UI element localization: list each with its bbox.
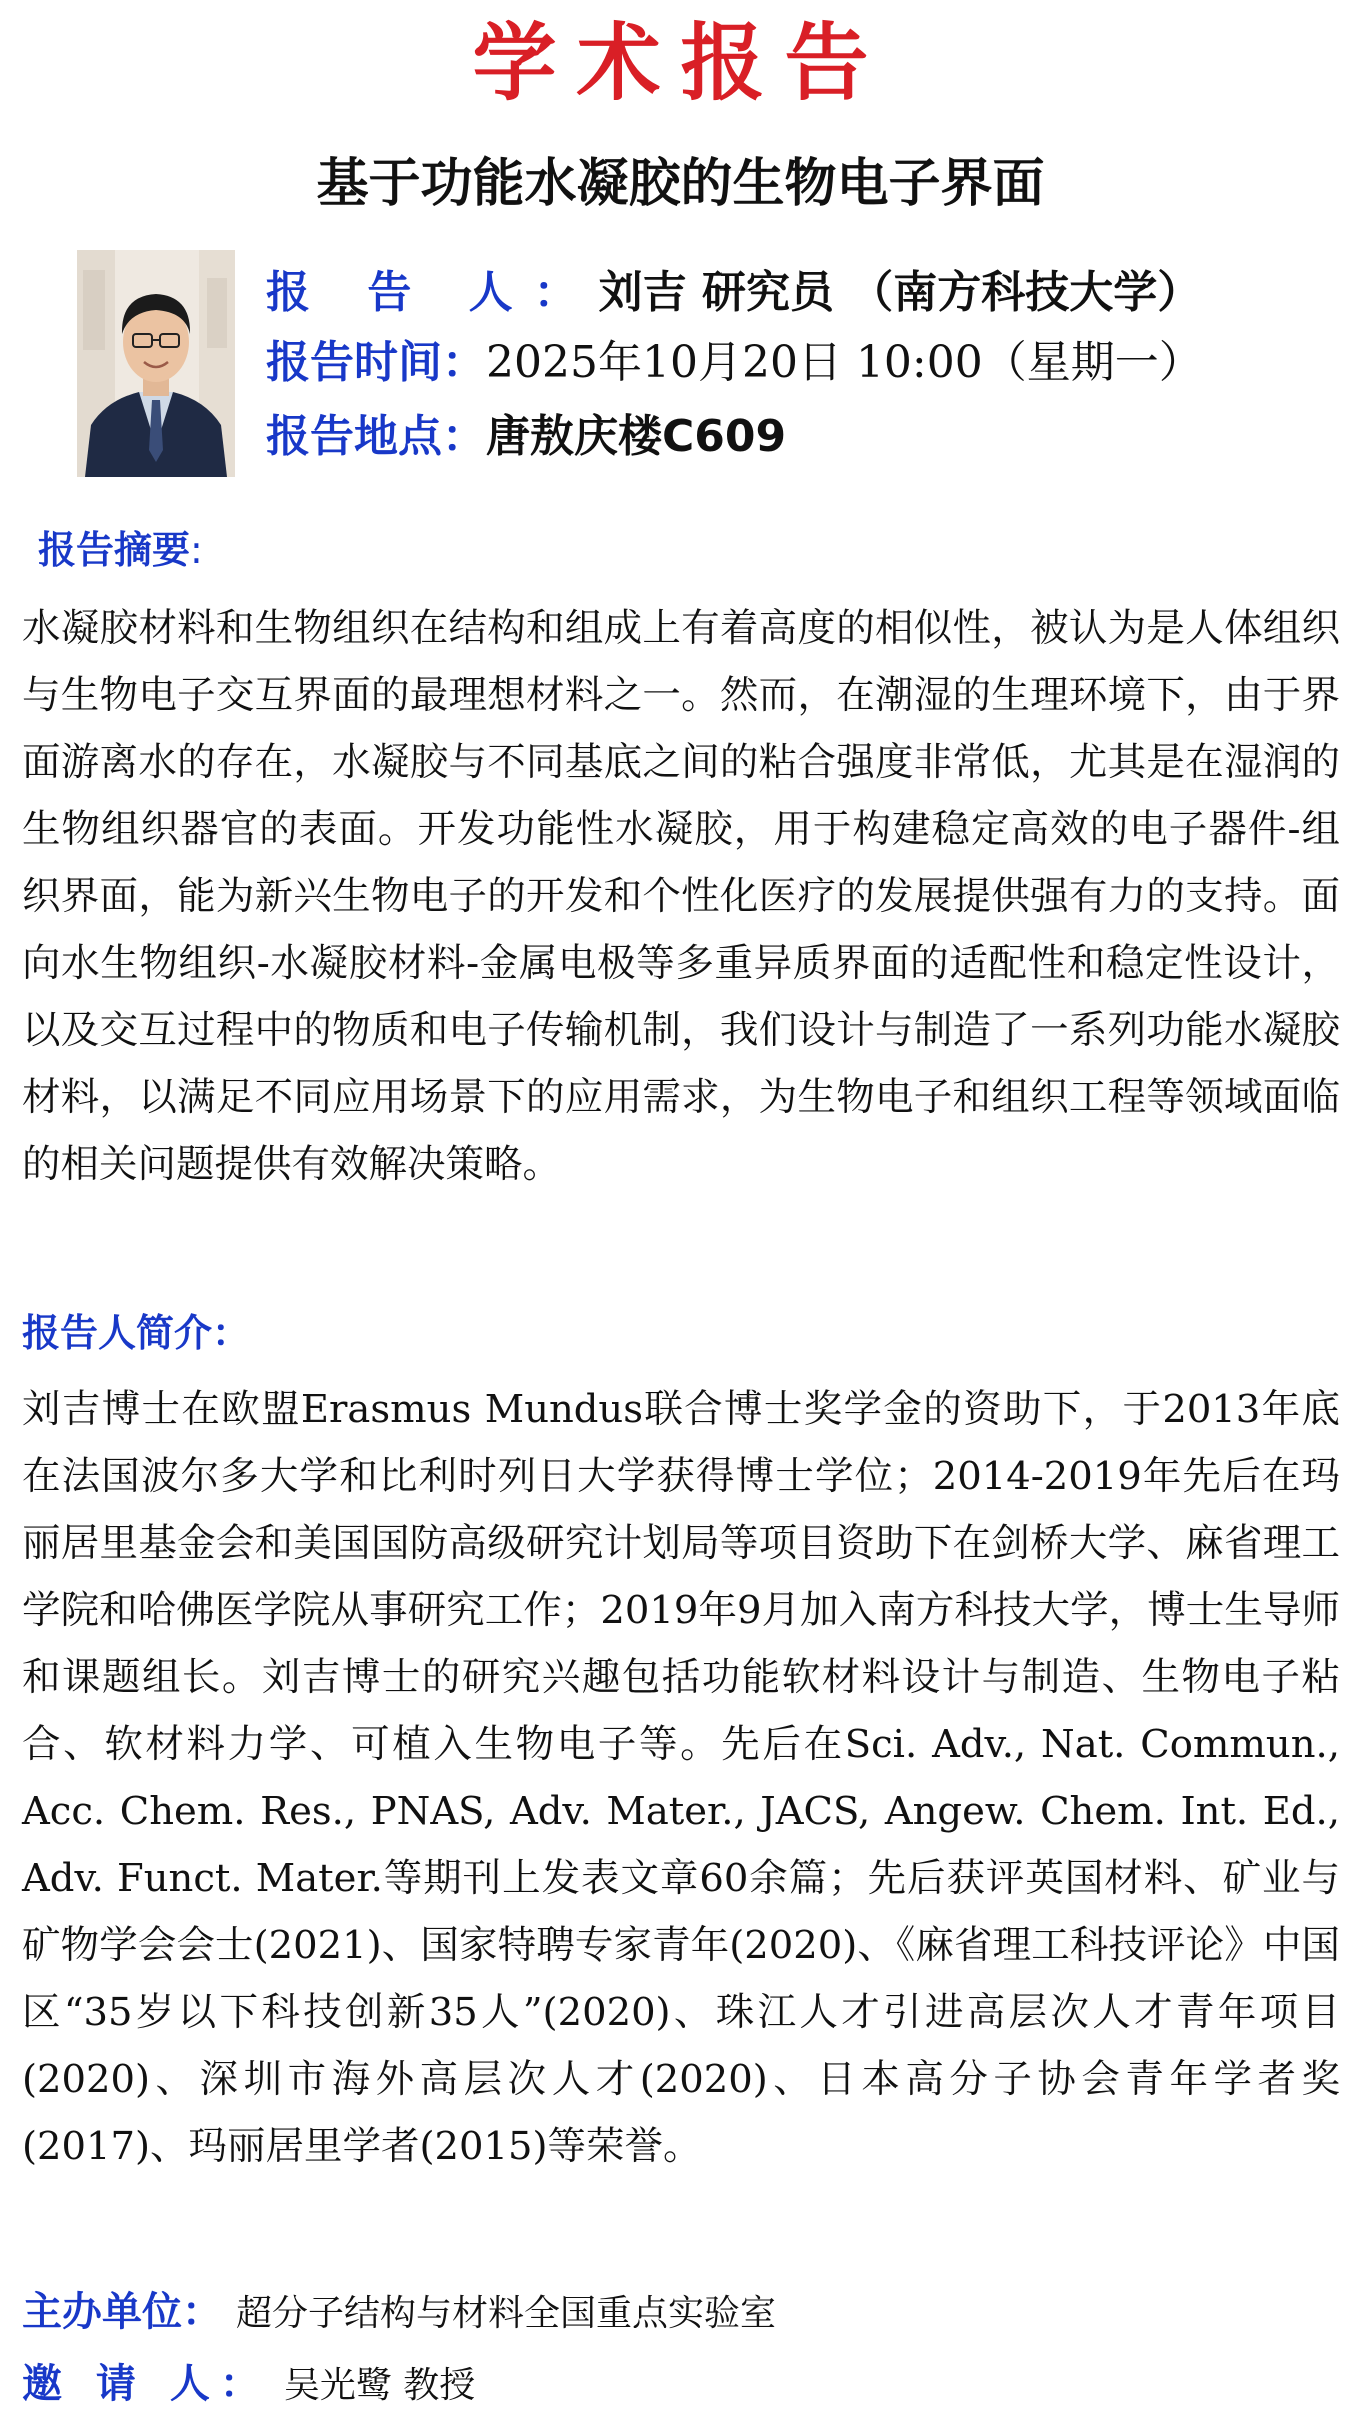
location-value: 唐敖庆楼C609	[486, 411, 787, 462]
bio-text: 刘吉博士在欧盟Erasmus Mundus联合博士奖学金的资助下，于2013年底在法国波尔多大学和比利时列日大学获得博士学位；2014-2019年先后在玛丽居里基金会和美国国防高级研究计划局等项目资助下在剑桥大学、麻省理工学院和哈佛医学院从事研究工作；2019年9月加入南方科技大学，博士生导师和课题组长。刘吉博士的研究兴趣包括功能软材料设计与制造、生物电子粘合、软材料力学、可植入生物电子等。先后在Sci. Adv., Nat. Commun., Acc. Chem. Res., PNAS, Adv. Mater., JACS, Angew. Chem. Int. Ed., Adv. Funct. Mater.等期刊上发表文章60余篇；先后获评英国材料、矿业与矿物学会会士(2021)、国家特聘专家青年(2020)、《麻省理工科技评论》中国区“35岁以下科技创新35人”(2020)、珠江人才引进高层次人才青年项目(2020)、深圳市海外高层次人才(2020)、日本高分子协会青年学者奖(2017)、玛丽居里学者(2015)等荣誉。	[22, 1387, 1340, 2169]
abstract-heading	[38, 522, 203, 578]
bio-body	[22, 1376, 1340, 2180]
inviter-label: 邀 请 人：	[22, 2361, 270, 2407]
location-label: 报告地点：	[266, 411, 486, 462]
speaker-photo	[77, 250, 235, 477]
location-row	[266, 402, 786, 472]
abstract-text: 水凝胶材料和生物组织在结构和组成上有着高度的相似性，被认为是人体组织与生物电子交互界面的最理想材料之一。然而，在潮湿的生理环境下，由于界面游离水的存在，水凝胶与不同基底之间的粘合强度非常低，尤其是在湿润的生物组织器官的表面。开发功能性水凝胶，用于构建稳定高效的电子器件-组织界面，能为新兴生物电子的开发和个性化医疗的发展提供强有力的支持。面向水生物组织-水凝胶材料-金属电极等多重异质界面的适配性和稳定性设计，以及交互过程中的物质和电子传输机制，我们设计与制造了一系列功能水凝胶材料，以满足不同应用场景下的应用需求，为生物电子和组织工程等领域面临的相关问题提供有效解决策略。	[22, 606, 1340, 1187]
organizer-label: 主办单位：	[22, 2289, 222, 2335]
organizer-value: 超分子结构与材料全国重点实验室	[236, 2293, 777, 2334]
abstract-body	[22, 595, 1340, 1198]
abstract-heading-colon: :	[190, 528, 203, 572]
talk-title: 基于功能水凝胶的生物电子界面	[316, 154, 1045, 214]
inviter-value: 吴光鹭 教授	[283, 2365, 476, 2406]
organizer-row	[22, 2282, 776, 2350]
abstract-heading-text: 报告摘要	[38, 528, 191, 572]
speaker-value: 刘吉 研究员 （南方科技大学）	[598, 267, 1202, 318]
inviter-row	[22, 2354, 475, 2422]
time-label: 报告时间：	[266, 337, 486, 388]
speaker-row	[266, 258, 1201, 328]
page-title: 学术报告	[472, 14, 889, 112]
time-row	[266, 328, 1203, 398]
speaker-label: 报 告 人：	[266, 267, 599, 318]
bio-heading: 报告人简介：	[22, 1311, 251, 1355]
time-value: 2025年10月20日 10:00（星期一）	[486, 337, 1203, 388]
